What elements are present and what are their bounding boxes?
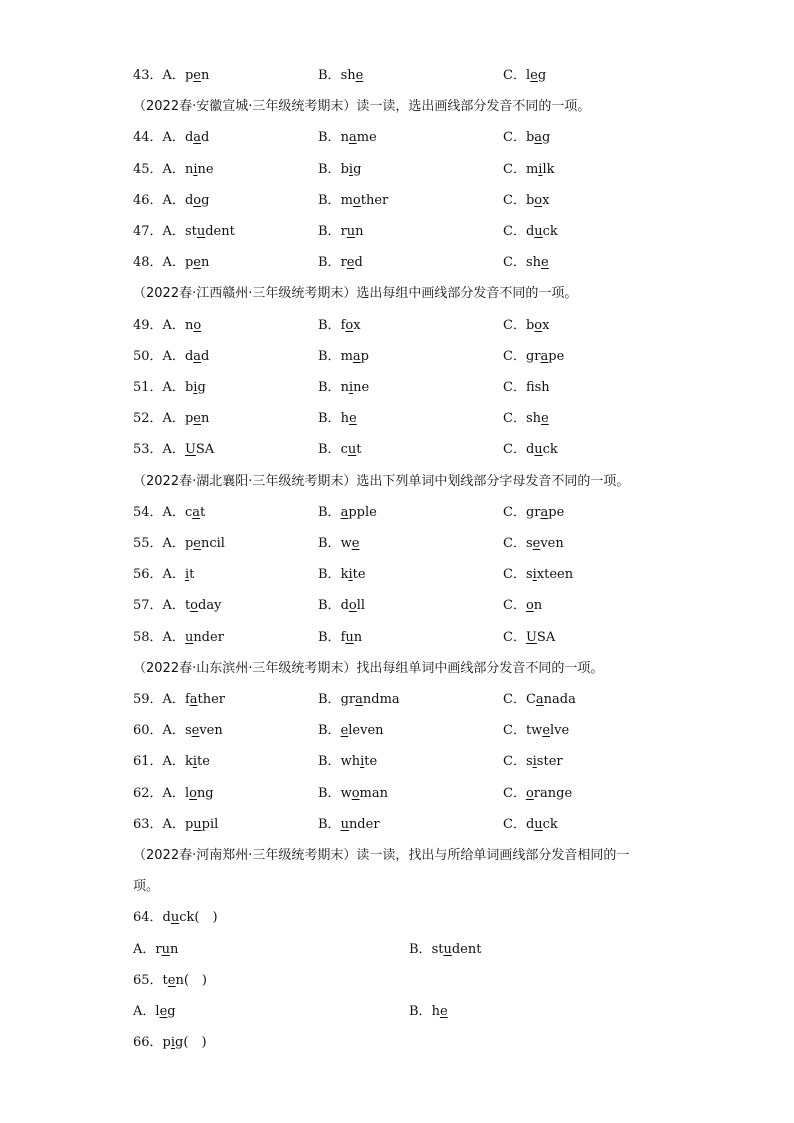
option-label: B．: [318, 68, 341, 83]
option-word: woman: [340, 785, 388, 801]
option-b[interactable]: [318, 596, 365, 616]
option-word: seven: [184, 723, 223, 739]
option-b[interactable]: [318, 565, 366, 585]
option-label: C．: [503, 380, 526, 395]
option-label: A．: [162, 816, 185, 832]
question-row: [0, 222, 794, 242]
option-c[interactable]: [503, 534, 564, 554]
option-label: A．: [162, 504, 185, 520]
question-number: 49．: [133, 317, 163, 333]
option-label: A．: [162, 68, 185, 83]
option-c[interactable]: [503, 347, 564, 367]
option-label: B．: [318, 785, 341, 801]
option-c[interactable]: [503, 440, 558, 460]
option-b[interactable]: [318, 253, 363, 273]
option-b[interactable]: [318, 815, 380, 835]
option-word: red: [340, 255, 363, 271]
option-c[interactable]: [503, 128, 550, 148]
option-word: pen: [184, 411, 210, 427]
question-number: 54．: [133, 504, 163, 520]
option-label: A．: [133, 1004, 156, 1019]
option-label: B．: [318, 442, 341, 458]
option-word: under: [184, 629, 224, 645]
option-label: A．: [162, 348, 185, 364]
question-number: 53．: [133, 442, 163, 458]
option-c[interactable]: [503, 409, 549, 429]
option-word: box: [525, 192, 550, 208]
option-word: white: [340, 754, 378, 770]
option-label: C．: [503, 161, 526, 177]
option-a[interactable]: [133, 784, 214, 804]
option-word: doll: [340, 598, 366, 614]
option-c[interactable]: [503, 628, 555, 648]
option-word: long: [184, 785, 214, 801]
option-a[interactable]: [133, 409, 209, 429]
option-a[interactable]: [133, 253, 209, 273]
option-word: no: [184, 317, 202, 333]
option-word: map: [340, 348, 369, 364]
option-word: cat: [184, 504, 206, 520]
option-word: student: [431, 941, 482, 957]
question-stem-row: [0, 908, 794, 928]
option-c[interactable]: [503, 815, 558, 835]
option-label: B．: [318, 224, 341, 239]
option-word: box: [525, 317, 550, 333]
option-word: he: [431, 1004, 448, 1019]
option-word: sister: [525, 754, 563, 770]
option-word: it: [184, 567, 195, 583]
question-row: [0, 440, 794, 460]
question-row: [0, 721, 794, 741]
question-row: [0, 409, 794, 429]
section-heading: （2022春·江西赣州·三年级统考期末）选出每组中画线部分发音不同的一项。: [133, 286, 578, 302]
option-b[interactable]: [318, 440, 361, 460]
option-label: C．: [503, 785, 526, 801]
option-label: A．: [162, 380, 185, 395]
option-label: A．: [162, 130, 185, 146]
option-word: orange: [525, 785, 573, 801]
option-b[interactable]: [409, 1002, 448, 1022]
option-a[interactable]: [133, 503, 205, 523]
option-label: A．: [162, 723, 185, 739]
option-label: C．: [503, 692, 526, 707]
option-word: USA: [184, 442, 215, 458]
answer-blank[interactable]: ( ): [194, 910, 218, 926]
question-row: [0, 690, 794, 710]
option-word: nine: [184, 161, 214, 177]
option-b[interactable]: [409, 940, 481, 960]
option-word: kite: [340, 567, 366, 583]
answer-blank[interactable]: ( ): [183, 972, 208, 988]
option-c[interactable]: [503, 191, 549, 211]
option-word: fsh: [525, 380, 550, 395]
option-label: B．: [318, 348, 341, 364]
question-number: 51．: [133, 380, 163, 395]
option-label: C．: [503, 567, 526, 583]
section-heading-continued: 项。: [133, 879, 160, 895]
option-label: B．: [318, 692, 341, 707]
option-word: seven: [525, 536, 564, 551]
option-a[interactable]: [133, 721, 223, 741]
option-a[interactable]: [133, 1002, 176, 1022]
option-word: run: [340, 224, 364, 239]
option-a[interactable]: [133, 690, 225, 710]
option-word: he: [340, 411, 357, 427]
option-word: duck: [525, 816, 558, 832]
option-a[interactable]: [133, 222, 235, 242]
option-label: A．: [162, 754, 185, 770]
option-word: cut: [340, 442, 362, 458]
section-heading: （2022春·山东滨州·三年级统考期末）找出每组单词中画线部分发音不同的一项。: [133, 660, 604, 676]
option-word: nine: [340, 380, 370, 395]
question-row: [0, 752, 794, 772]
option-b[interactable]: [318, 128, 377, 148]
option-label: B．: [318, 380, 341, 395]
option-b[interactable]: [318, 222, 364, 242]
option-label: A．: [162, 567, 185, 583]
option-word: pen: [184, 68, 210, 83]
stem-word: duck: [162, 910, 195, 926]
option-b[interactable]: [318, 721, 384, 741]
option-word: sixteen: [525, 567, 574, 583]
option-word: milk: [525, 161, 555, 177]
question-number: 65．: [133, 972, 163, 988]
option-b[interactable]: [318, 378, 369, 398]
option-label: A．: [162, 161, 185, 177]
option-label: B．: [318, 411, 341, 427]
option-c[interactable]: [503, 721, 569, 741]
option-label: C．: [503, 348, 526, 364]
option-label: B．: [318, 255, 341, 271]
question-number: 66．: [133, 1035, 163, 1051]
question-number: 43．: [133, 68, 163, 83]
option-label: C．: [503, 723, 526, 739]
option-label: C．: [503, 411, 526, 427]
option-c[interactable]: [503, 66, 546, 86]
option-label: B．: [318, 816, 341, 832]
question-row: [0, 534, 794, 554]
option-word: on: [525, 598, 543, 614]
question-row: [0, 253, 794, 273]
option-b[interactable]: [318, 503, 377, 523]
option-word: apple: [340, 504, 377, 520]
option-a[interactable]: [133, 160, 214, 180]
option-a[interactable]: [133, 316, 201, 336]
option-label: A．: [162, 317, 185, 333]
option-label: A．: [162, 411, 185, 427]
question-number: 44．: [133, 130, 163, 146]
option-b[interactable]: [318, 628, 362, 648]
question-number: 50．: [133, 348, 163, 364]
option-b[interactable]: [318, 316, 361, 336]
section-heading: （2022春·安徽宣城·三年级统考期末）读一读，选出画线部分发音不同的一项。: [133, 99, 591, 115]
option-b[interactable]: [318, 784, 388, 804]
question-row: [0, 160, 794, 180]
question-row: [0, 628, 794, 648]
option-label: A．: [162, 629, 185, 645]
option-label: A．: [162, 785, 185, 801]
option-a[interactable]: [133, 628, 224, 648]
option-label: C．: [503, 68, 526, 83]
option-word: grape: [525, 348, 565, 364]
option-c[interactable]: [503, 378, 550, 398]
option-word: eleven: [340, 723, 384, 739]
option-word: duck: [525, 224, 558, 239]
option-word: dog: [184, 192, 210, 208]
option-label: B．: [318, 130, 341, 146]
option-b[interactable]: [318, 534, 359, 554]
option-label: C．: [503, 598, 526, 614]
option-word: father: [184, 692, 226, 707]
option-word: Canada: [525, 692, 576, 707]
option-word: today: [184, 598, 222, 614]
option-word: name: [340, 130, 377, 146]
option-word: she: [525, 255, 549, 271]
option-label: B．: [318, 504, 341, 520]
option-label: B．: [318, 629, 341, 645]
option-word: pen: [184, 255, 210, 271]
option-b[interactable]: [318, 66, 363, 86]
option-label: B．: [318, 536, 341, 551]
question-row: [0, 191, 794, 211]
option-label: A．: [162, 442, 185, 458]
question-row: [0, 503, 794, 523]
option-word: leg: [155, 1004, 176, 1019]
option-label: A．: [133, 941, 156, 957]
option-c[interactable]: [503, 596, 542, 616]
option-b[interactable]: [318, 690, 400, 710]
option-b[interactable]: [318, 191, 388, 211]
option-a[interactable]: [133, 128, 209, 148]
option-label: C．: [503, 224, 526, 239]
option-label: B．: [318, 192, 341, 208]
option-word: duck: [525, 442, 558, 458]
option-label: A．: [162, 224, 185, 239]
question-number: 61．: [133, 754, 163, 770]
option-label: A．: [162, 536, 185, 551]
question-number: 63．: [133, 816, 163, 832]
option-label: B．: [318, 598, 341, 614]
option-label: C．: [503, 442, 526, 458]
question-row: [0, 596, 794, 616]
option-word: pupil: [184, 816, 219, 832]
question-row: [0, 565, 794, 585]
question-number: 46．: [133, 192, 163, 208]
stem-word: pig: [162, 1035, 184, 1051]
question-number: 48．: [133, 255, 163, 271]
option-a[interactable]: [133, 534, 225, 554]
option-a[interactable]: [133, 596, 221, 616]
option-label: A．: [162, 192, 185, 208]
option-label: C．: [503, 255, 526, 271]
option-label: C．: [503, 504, 526, 520]
option-label: A．: [162, 255, 185, 271]
question-row: [0, 784, 794, 804]
option-word: bag: [525, 130, 551, 146]
option-c[interactable]: [503, 503, 564, 523]
question-row: [0, 128, 794, 148]
option-word: we: [340, 536, 360, 551]
option-label: B．: [318, 754, 341, 770]
option-label: B．: [318, 567, 341, 583]
options-row: [0, 1002, 794, 1022]
option-word: fox: [340, 317, 361, 333]
option-c[interactable]: [503, 784, 572, 804]
option-label: C．: [503, 629, 526, 645]
option-a[interactable]: [133, 440, 214, 460]
option-a[interactable]: [133, 815, 218, 835]
question-number: 52．: [133, 411, 163, 427]
option-b[interactable]: [318, 347, 369, 367]
option-word: big: [184, 380, 206, 395]
option-b[interactable]: [318, 409, 357, 429]
answer-blank[interactable]: ( ): [183, 1035, 207, 1051]
options-row: [0, 940, 794, 960]
option-label: C．: [503, 536, 526, 551]
question-number: 64．: [133, 910, 163, 926]
option-c[interactable]: [503, 690, 576, 710]
option-word: mother: [340, 192, 389, 208]
question-stem-row: [0, 971, 794, 991]
option-word: pencil: [184, 536, 225, 551]
option-a[interactable]: [133, 565, 194, 585]
option-label: B．: [318, 723, 341, 739]
option-a[interactable]: [133, 940, 178, 960]
option-word: run: [155, 941, 179, 957]
option-label: C．: [503, 130, 526, 146]
option-word: grandma: [340, 692, 400, 707]
option-word: she: [525, 411, 549, 427]
section-heading: （2022春·湖北襄阳·三年级统考期末）选出下列单词中划线部分字母发音不同的一项。: [133, 473, 630, 489]
question-row: [0, 347, 794, 367]
question-number: 60．: [133, 723, 163, 739]
question-number: 59．: [133, 692, 163, 707]
question-row: [0, 316, 794, 336]
option-word: leg: [525, 68, 547, 83]
option-word: grape: [525, 504, 565, 520]
option-word: under: [340, 816, 380, 832]
option-word: fun: [340, 629, 363, 645]
option-word: kite: [184, 754, 210, 770]
question-row: [0, 378, 794, 398]
option-b[interactable]: [318, 160, 361, 180]
option-a[interactable]: [133, 752, 210, 772]
option-label: C．: [503, 816, 526, 832]
question-number: 58．: [133, 629, 163, 645]
option-a[interactable]: [133, 191, 209, 211]
question-number: 62．: [133, 785, 163, 801]
option-label: B．: [409, 941, 432, 957]
option-label: C．: [503, 192, 526, 208]
option-label: B．: [318, 161, 341, 177]
question-stem-row: [0, 1033, 794, 1053]
stem-word: ten: [162, 972, 184, 988]
option-word: big: [340, 161, 362, 177]
option-word: twelve: [525, 723, 570, 739]
question-number: 57．: [133, 598, 163, 614]
option-c[interactable]: [503, 565, 573, 585]
option-c[interactable]: [503, 160, 555, 180]
option-c[interactable]: [503, 222, 558, 242]
option-c[interactable]: [503, 752, 563, 772]
question-row: [0, 815, 794, 835]
option-a[interactable]: [133, 378, 206, 398]
question-number: 55．: [133, 536, 163, 551]
question-number: 47．: [133, 224, 163, 239]
option-word: USA: [525, 629, 556, 645]
option-a[interactable]: [133, 347, 209, 367]
option-label: B．: [409, 1004, 432, 1019]
option-c[interactable]: [503, 253, 549, 273]
option-word: student: [184, 224, 235, 239]
option-label: C．: [503, 754, 526, 770]
option-b[interactable]: [318, 752, 377, 772]
option-label: A．: [162, 598, 185, 614]
option-label: B．: [318, 317, 341, 333]
option-a[interactable]: [133, 66, 209, 86]
option-label: C．: [503, 317, 526, 333]
option-c[interactable]: [503, 316, 549, 336]
question-number: 56．: [133, 567, 163, 583]
question-row: [0, 66, 794, 86]
option-word: dad: [184, 130, 210, 146]
section-heading: （2022春·河南郑州·三年级统考期末）读一读，找出与所给单词画线部分发音相同的一: [133, 848, 630, 863]
option-label: A．: [162, 692, 185, 707]
option-word: dad: [184, 348, 210, 364]
question-number: 45．: [133, 161, 163, 177]
option-word: she: [340, 68, 364, 83]
